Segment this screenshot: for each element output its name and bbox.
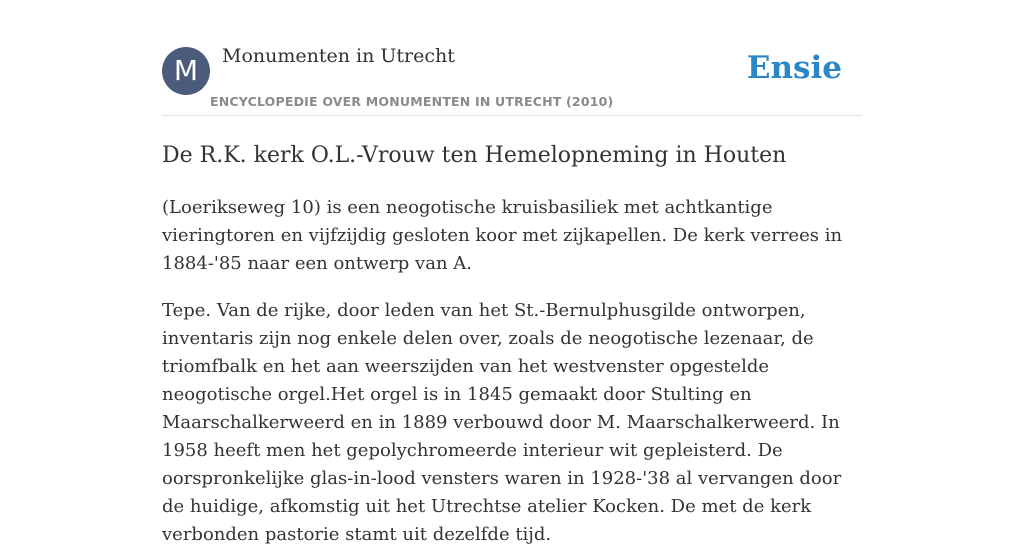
article-paragraph: (Loerikseweg 10) is een neogotische kruisbasiliek met achtkantige vieringtoren en vijfzijdig gesloten koor met zijkapellen. De kerk verrees in 1884-'85 naar een ontwerp van A. <box>162 197 843 274</box>
header <box>162 0 862 116</box>
avatar[interactable]: M <box>162 47 210 95</box>
brand-logo[interactable]: Ensie <box>746 50 842 86</box>
site-title[interactable]: Monumenten in Utrecht <box>222 45 455 67</box>
site-subtitle: ENCYCLOPEDIE OVER MONUMENTEN IN UTRECHT (2010) <box>210 94 614 109</box>
content-container <box>162 0 862 549</box>
article-title: De R.K. kerk O.L.-Vrouw ten Hemelopneming in Houten <box>162 143 787 168</box>
article-paragraph: Tepe. Van de rijke, door leden van het St.-Bernulphusgilde ontworpen, inventaris zijn nog enkele delen over, zoals de neogotische lezenaar, de triomfbalk en het aan weerszijden van het westvenster opgestelde neogotische orgel.Het orgel is in 1845 gemaakt door Stulting en Maarschalkerweerd en in 1889 verbouwd door M. Maarschalkerweerd. In 1958 heeft men het gepolychromeerde interieur wit gepleisterd. De oorspronkelijke glas-in-lood vensters waren in 1928-'38 al vervangen door de huidige, afkomstig uit het Utrechtse atelier Kocken. De met de kerk verbonden pastorie stamt uit dezelfde tijd. <box>162 300 842 545</box>
